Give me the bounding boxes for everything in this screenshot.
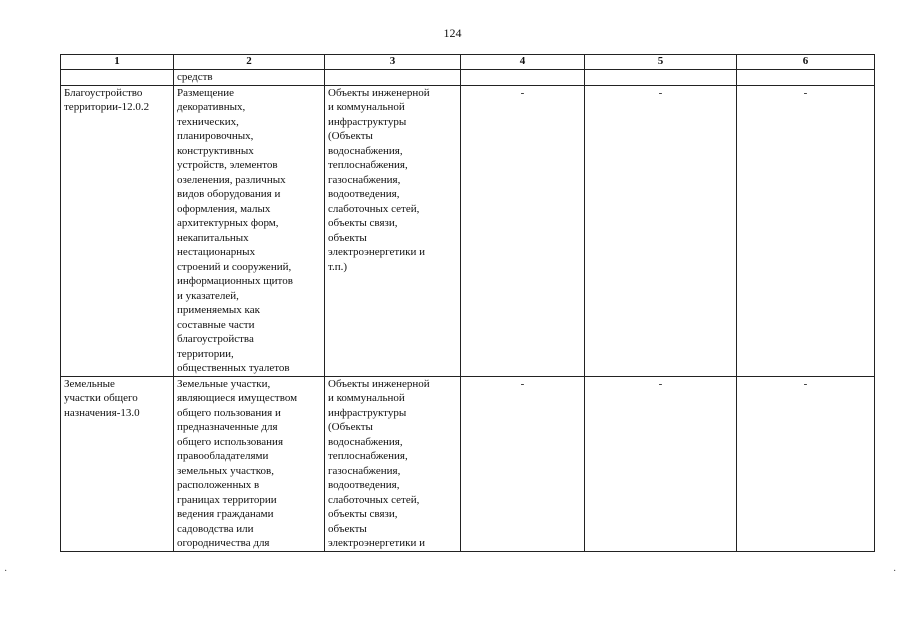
cell-text-line: общественных туалетов: [177, 362, 290, 374]
cell-text-line: применяемых как: [177, 304, 260, 316]
cell-text-line: (Объекты: [328, 421, 373, 433]
table-cell-col4: -: [461, 376, 585, 551]
cell-text-line: Земельные: [64, 377, 115, 390]
table-cell-col1: [61, 376, 174, 551]
cell-text-line: объекты: [328, 522, 367, 535]
cell-text-line: земельных участков,: [177, 464, 274, 477]
cell-text-line: инфраструктуры: [328, 115, 407, 128]
header-row: [61, 55, 875, 70]
cell-text-line: водоотведения,: [328, 479, 400, 491]
table-cell-col2: [174, 70, 325, 86]
cell-text-line: Земельные участки,: [177, 377, 271, 390]
cell-text-line: объекты связи,: [328, 508, 398, 520]
cell-text-line: некапитальных: [177, 231, 249, 244]
cell-text-line: озеленения, различных: [177, 173, 286, 186]
cell-text-line: составные части: [177, 318, 255, 331]
table-cell-col1: [61, 70, 174, 86]
cell-text-line: архитектурных форм,: [177, 217, 279, 229]
cell-text-line: садоводства или: [177, 522, 254, 535]
table-cell-col4: -: [461, 85, 585, 376]
cell-text-line: объекты связи,: [328, 217, 398, 229]
column-header-2: 2: [174, 55, 325, 70]
column-header-5: 5: [585, 55, 737, 70]
cell-text-line: огородничества для: [177, 537, 270, 549]
column-header-1: 1: [61, 55, 174, 70]
cell-text-line: являющиеся имуществом: [177, 392, 298, 404]
cell-text-line: водоснабжения,: [328, 435, 403, 448]
table-cell-col3: [325, 70, 461, 86]
cell-text-line: Объекты инженерной: [328, 86, 430, 99]
table-cell-col3: [325, 376, 461, 551]
table-row: [61, 85, 875, 376]
cell-text-line: конструктивных: [177, 144, 254, 157]
page-number: 124: [443, 26, 462, 40]
table-body: [61, 70, 875, 552]
cell-text-line: газоснабжения,: [328, 173, 401, 186]
cell-text-line: предназначенные для: [177, 421, 278, 433]
cell-text-line: средств: [177, 71, 213, 83]
scan-margin-mark-left: ·: [4, 566, 8, 577]
cell-text-line: общего пользования и: [177, 406, 281, 419]
cell-text-line: границах территории: [177, 493, 277, 506]
cell-text-line: теплоснабжения,: [328, 159, 408, 171]
column-header-4: 4: [461, 55, 585, 70]
table-cell-col6: -: [737, 85, 875, 376]
cell-text-line: правообладателями: [177, 450, 269, 462]
table-cell-col5: -: [585, 85, 737, 376]
column-header-6: 6: [737, 55, 875, 70]
scan-margin-mark-right: ·: [893, 566, 897, 577]
table-cell-col6: -: [737, 376, 875, 551]
table-cell-col6: [737, 70, 875, 86]
cell-text-line: слаботочных сетей,: [328, 202, 420, 215]
cell-text-line: и коммунальной: [328, 392, 405, 404]
cell-text-line: электроэнергетики и: [328, 246, 425, 258]
table-cell-col2: [174, 85, 325, 376]
cell-text-line: территории-12.0.2: [64, 101, 150, 113]
cell-text-line: информационных щитов: [177, 275, 293, 287]
cell-text-line: т.п.): [328, 260, 348, 273]
cell-text-line: газоснабжения,: [328, 464, 401, 477]
cell-text-line: теплоснабжения,: [328, 450, 408, 462]
cell-text-line: водоотведения,: [328, 188, 400, 200]
cell-text-line: слаботочных сетей,: [328, 493, 420, 506]
column-header-3: 3: [325, 55, 461, 70]
cell-text-line: декоративных,: [177, 101, 246, 113]
cell-text-line: благоустройства: [177, 333, 254, 345]
cell-text-line: назначения-13.0: [64, 406, 140, 419]
land-use-table: [60, 54, 875, 552]
cell-text-line: строений и сооружений,: [177, 260, 292, 273]
cell-text-line: территории,: [177, 347, 234, 360]
cell-text-line: Объекты инженерной: [328, 377, 430, 390]
cell-text-line: планировочных,: [177, 130, 254, 142]
table-row: [61, 376, 875, 551]
cell-text-line: технических,: [177, 115, 239, 128]
cell-text-line: общего использования: [177, 435, 283, 448]
cell-text-line: инфраструктуры: [328, 406, 407, 419]
cell-text-line: ведения гражданами: [177, 508, 274, 520]
cell-text-line: нестационарных: [177, 246, 256, 258]
table-row: [61, 70, 875, 86]
cell-text-line: электроэнергетики и: [328, 537, 425, 549]
cell-text-line: участки общего: [64, 392, 138, 404]
cell-text-line: оформления, малых: [177, 202, 271, 215]
cell-text-line: Благоустройство: [64, 86, 143, 99]
cell-text-line: устройств, элементов: [177, 159, 278, 171]
cell-text-line: водоснабжения,: [328, 144, 403, 157]
table-cell-col4: [461, 70, 585, 86]
table-cell-col1: [61, 85, 174, 376]
cell-text-line: Размещение: [177, 86, 235, 99]
table-cell-col5: [585, 70, 737, 86]
cell-text-line: и указателей,: [177, 289, 239, 302]
table-cell-col3: [325, 85, 461, 376]
cell-text-line: объекты: [328, 231, 367, 244]
cell-text-line: видов оборудования и: [177, 188, 281, 200]
cell-text-line: и коммунальной: [328, 101, 405, 113]
cell-text-line: (Объекты: [328, 130, 373, 142]
table-cell-col5: -: [585, 376, 737, 551]
table-cell-col2: [174, 376, 325, 551]
cell-text-line: расположенных в: [177, 479, 260, 491]
